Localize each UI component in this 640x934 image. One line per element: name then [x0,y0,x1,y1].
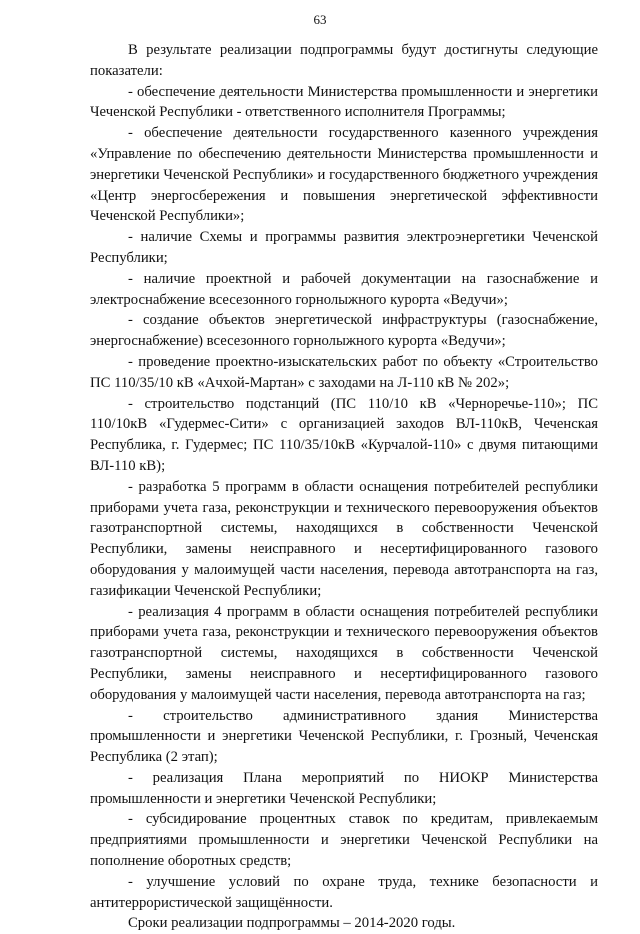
list-item: - создание объектов энергетической инфраструктуры (газоснабжение, энергоснабжение) всесезонного горнолыжного курорта «Ведучи»; [90,312,598,350]
list-item: - наличие проектной и рабочей документации на газоснабжение и электроснабжение всесезонного горнолыжного курорта «Ведучи»; [90,270,598,308]
list-item: - улучшение условий по охране труда, технике безопасности и антитеррористической защищённости. [90,873,598,911]
list-item: - проведение проектно-изыскательских работ по объекту «Строительство ПС 110/35/10 кВ «Ачхой-Мартан» с заходами на Л-110 кВ № 202»; [90,353,598,391]
paragraph-intro: В результате реализации подпрограммы будут достигнуты следующие показатели: [90,42,598,79]
list-item: - строительство подстанций (ПС 110/10 кВ «Черноречье-110»; ПС 110/10кВ «Гудермес-Сити» с организацией заходов ВЛ-110кВ, Чеченская Республика, г. Гудермес; ПС 110/35/10кВ «Курчалой-110» с двумя питающими ВЛ-110 кВ); [90,395,598,474]
page-number: 63 [313,12,327,27]
list-item: - наличие Схемы и программы развития электроэнергетики Чеченской Республики; [90,229,598,266]
list-item: - обеспечение деятельности Министерства промышленности и энергетики Чеченской Республики - ответственного исполнителя Программы; [90,83,598,121]
list-item: - субсидирование процентных ставок по кредитам, привлекаемым предприятиями промышленности и энергетики Чеченской Республики на пополнение оборотных средств; [90,811,598,870]
list-item: - строительство административного здания Министерства промышленности и энергетики Чеченской Республики, г. Грозный, Чеченская Республика (2 этап); [90,707,598,766]
list-item: - реализация Плана мероприятий по НИОКР Министерства промышленности и энергетики Чеченской Республики; [90,769,598,807]
list-item: - обеспечение деятельности государственного казенного учреждения «Управление по обеспечению деятельности Министерства промышленности и энергетики Чеченской Республики» и государственного бюджетного учреждения «Центр энергосбережения и повышения энергетической эффективности Чеченской Республики»; [90,125,598,225]
paragraph-term: Сроки реализации подпрограммы – 2014-2020 годы. [128,915,456,932]
document-body [90,40,598,934]
list-item: - реализация 4 программ в области оснащения потребителей республики приборами учета газа, реконструкции и технического перевооружения объектов газотранспортной системы, находящихся в собственности Чеченской Республики, замены неисправного и несертифицированного газового оборудования у малоимущей части населения, перевода автотранспорта на газ; [90,603,598,703]
list-item: - разработка 5 программ в области оснащения потребителей республики приборами учета газа, реконструкции и технического перевооружения объектов газотранспортной системы, находящихся в собственности Чеченской Республики, замены неисправного и несертифицированного газового оборудования у малоимущей части населения, перевода автотранспорта на газ, газификации Чеченской Республики; [90,478,598,599]
